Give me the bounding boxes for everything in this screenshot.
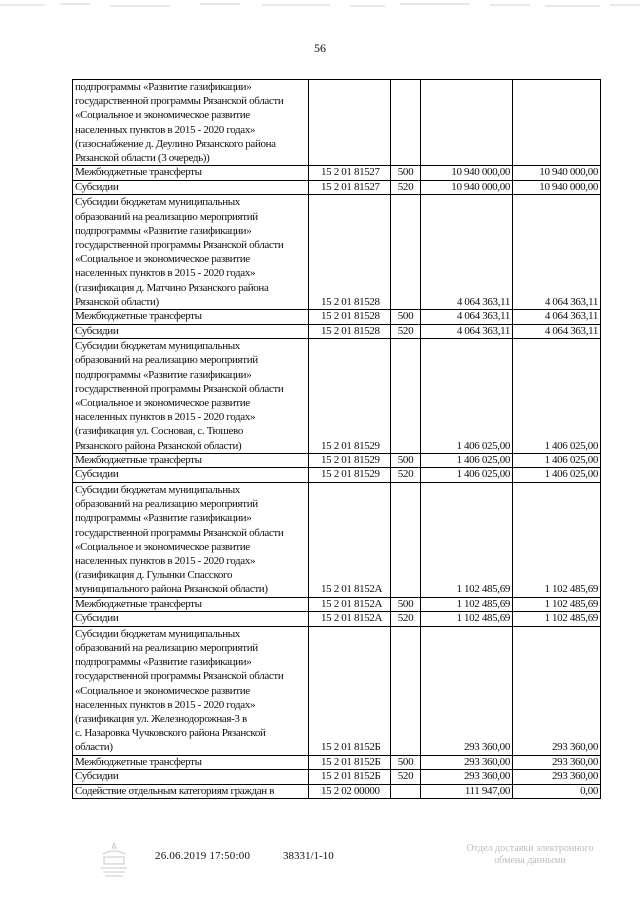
row-vr-cell: 520: [391, 180, 421, 195]
row-name-cell: Межбюджетные трансферты: [73, 755, 309, 770]
row-name-cell: Межбюджетные трансферты: [73, 166, 309, 181]
scan-edge-noise: [0, 0, 640, 16]
row-vr-cell: [391, 339, 421, 454]
row-amount-1-cell: 4 064 363,11: [421, 310, 513, 325]
row-vr-cell: 520: [391, 468, 421, 483]
row-amount-2-cell: 1 406 025,00: [513, 339, 601, 454]
row-amount-1-cell: 1 406 025,00: [421, 453, 513, 468]
row-amount-2-cell: 1 102 485,69: [513, 483, 601, 598]
row-name-cell: Межбюджетные трансферты: [73, 310, 309, 325]
row-amount-1-cell: 1 102 485,69: [421, 483, 513, 598]
row-name-cell: Субсидии бюджетам муниципальных образований на реализацию мероприятий подпрограммы «Развитие газификации» государственной программы Рязанской области «Социальное и экономическое развитие населенных пунктов в 2015 - 2020 годах» (газификация ул. Сосновая, с. Тюшево Рязанского района Рязанской области): [73, 339, 309, 454]
footer-document-number: 38331/1-10: [283, 850, 334, 862]
row-vr-cell: 500: [391, 755, 421, 770]
row-amount-1-cell: 10 940 000,00: [421, 180, 513, 195]
row-amount-2-cell: 4 064 363,11: [513, 310, 601, 325]
row-amount-1-cell: 1 102 485,69: [421, 612, 513, 627]
row-vr-cell: 500: [391, 166, 421, 181]
row-amount-2-cell: 10 940 000,00: [513, 166, 601, 181]
row-code-cell: 15 2 01 81528: [309, 324, 391, 339]
row-code-cell: 15 2 01 81528: [309, 195, 391, 310]
row-name-cell: Субсидии: [73, 770, 309, 785]
row-code-cell: 15 2 01 81529: [309, 453, 391, 468]
row-amount-2-cell: 10 940 000,00: [513, 180, 601, 195]
row-name-cell: Межбюджетные трансферты: [73, 453, 309, 468]
row-code-cell: 15 2 01 8152Б: [309, 755, 391, 770]
row-name-cell: Субсидии: [73, 468, 309, 483]
page-number: 56: [314, 41, 326, 55]
row-amount-2-cell: 0,00: [513, 784, 601, 799]
row-amount-2-cell: 4 064 363,11: [513, 195, 601, 310]
row-code-cell: 15 2 01 8152А: [309, 612, 391, 627]
row-vr-cell: [391, 626, 421, 755]
row-amount-1-cell: 4 064 363,11: [421, 324, 513, 339]
table-row: [73, 784, 601, 799]
row-vr-cell: [391, 483, 421, 598]
row-code-cell: 15 2 02 00000: [309, 784, 391, 799]
budget-table-body: [73, 80, 601, 799]
row-vr-cell: [391, 784, 421, 799]
row-amount-1-cell: [421, 80, 513, 166]
table-row: [73, 468, 601, 483]
row-code-cell: 15 2 01 8152А: [309, 483, 391, 598]
row-name-cell: Межбюджетные трансферты: [73, 597, 309, 612]
table-row: [73, 597, 601, 612]
table-row: [73, 483, 601, 598]
row-code-cell: 15 2 01 81527: [309, 180, 391, 195]
row-code-cell: 15 2 01 81528: [309, 310, 391, 325]
row-code-cell: 15 2 01 8152А: [309, 597, 391, 612]
row-code-cell: 15 2 01 81529: [309, 339, 391, 454]
row-vr-cell: [391, 80, 421, 166]
footer-datetime: 26.06.2019 17:50:00: [155, 850, 251, 862]
row-vr-cell: 520: [391, 770, 421, 785]
row-amount-2-cell: 1 406 025,00: [513, 468, 601, 483]
row-amount-2-cell: 1 406 025,00: [513, 453, 601, 468]
row-amount-1-cell: 4 064 363,11: [421, 195, 513, 310]
row-name-cell: Субсидии бюджетам муниципальных образований на реализацию мероприятий подпрограммы «Развитие газификации» государственной программы Рязанской области «Социальное и экономическое развитие населенных пунктов в 2015 - 2020 годах» (газификация д. Гулынки Спасского муниципального района Рязанской области): [73, 483, 309, 598]
row-vr-cell: 500: [391, 453, 421, 468]
row-code-cell: 15 2 01 8152Б: [309, 626, 391, 755]
table-row: [73, 770, 601, 785]
row-vr-cell: [391, 195, 421, 310]
row-name-cell: Субсидии бюджетам муниципальных образований на реализацию мероприятий подпрограммы «Развитие газификации» государственной программы Рязанской области «Социальное и экономическое развитие населенных пунктов в 2015 - 2020 годах» (газификация ул. Железнодорожная-3 в с. Назаровка Чучковского района Рязанской области): [73, 626, 309, 755]
row-code-cell: [309, 80, 391, 166]
table-row: [73, 80, 601, 166]
table-row: [73, 180, 601, 195]
row-amount-2-cell: 4 064 363,11: [513, 324, 601, 339]
row-amount-2-cell: 293 360,00: [513, 755, 601, 770]
table-row: [73, 310, 601, 325]
footer-delivery-note: Отдел доставки электронного обмена данными: [466, 843, 594, 866]
row-amount-2-cell: [513, 80, 601, 166]
row-amount-2-cell: 1 102 485,69: [513, 612, 601, 627]
row-name-cell: Субсидии: [73, 324, 309, 339]
budget-table: [72, 79, 601, 799]
table-row: [73, 166, 601, 181]
row-vr-cell: 520: [391, 612, 421, 627]
registration-stamp-icon: [95, 840, 133, 882]
row-amount-2-cell: 293 360,00: [513, 626, 601, 755]
row-amount-1-cell: 111 947,00: [421, 784, 513, 799]
table-row: [73, 324, 601, 339]
row-amount-1-cell: 10 940 000,00: [421, 166, 513, 181]
row-name-cell: Субсидии: [73, 612, 309, 627]
row-name-cell: Содействие отдельным категориям граждан в: [73, 784, 309, 799]
table-row: [73, 339, 601, 454]
table-row: [73, 626, 601, 755]
row-amount-2-cell: 293 360,00: [513, 770, 601, 785]
row-amount-1-cell: 1 406 025,00: [421, 468, 513, 483]
row-amount-1-cell: 293 360,00: [421, 770, 513, 785]
table-row: [73, 612, 601, 627]
row-amount-2-cell: 1 102 485,69: [513, 597, 601, 612]
row-amount-1-cell: 1 102 485,69: [421, 597, 513, 612]
row-vr-cell: 500: [391, 310, 421, 325]
row-name-cell: подпрограммы «Развитие газификации» государственной программы Рязанской области «Социальное и экономическое развитие населенных пунктов в 2015 - 2020 годах» (газоснабжение д. Деулино Рязанского района Рязанской области (3 очередь)): [73, 80, 309, 166]
row-amount-1-cell: 1 406 025,00: [421, 339, 513, 454]
row-code-cell: 15 2 01 8152Б: [309, 770, 391, 785]
row-vr-cell: 500: [391, 597, 421, 612]
table-row: [73, 755, 601, 770]
table-row: [73, 453, 601, 468]
row-code-cell: 15 2 01 81529: [309, 468, 391, 483]
row-code-cell: 15 2 01 81527: [309, 166, 391, 181]
table-row: [73, 195, 601, 310]
row-name-cell: Субсидии: [73, 180, 309, 195]
row-amount-1-cell: 293 360,00: [421, 755, 513, 770]
row-name-cell: Субсидии бюджетам муниципальных образований на реализацию мероприятий подпрограммы «Развитие газификации» государственной программы Рязанской области «Социальное и экономическое развитие населенных пунктов в 2015 - 2020 годах» (газификация д. Матчино Рязанского района Рязанской области): [73, 195, 309, 310]
row-amount-1-cell: 293 360,00: [421, 626, 513, 755]
row-vr-cell: 520: [391, 324, 421, 339]
